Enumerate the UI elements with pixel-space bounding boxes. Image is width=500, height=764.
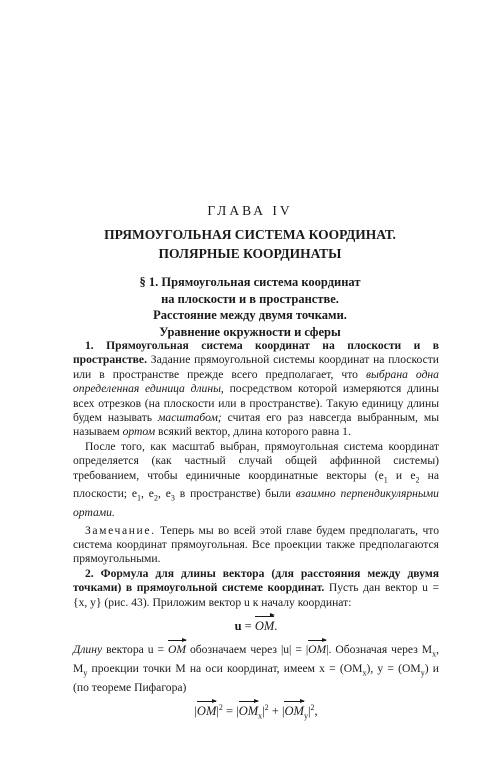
chapter-title-line-1: ПРЯМОУГОЛЬНАЯ СИСТЕМА КООРДИНАТ. bbox=[104, 227, 396, 242]
formula-pythagoras: $|OM|^2 = |OM_x|^2 + |OM_y|^2$, bbox=[194, 703, 318, 721]
paragraph-1: 1. Прямоугольная система координат на плоскости и в пространстве. Задание прямоугольной системы координат на плоскости или в пространстве прежде всего предполагает, что выбрана одна определенная единица длины, посредством которой измеряются длины всех отрезков (на плоскости или в пространстве). Такую единицу длины будем называть масштабом; считая его раз навсегда выбранным, мы называем ортом всякий вектор, длина которого равна 1. bbox=[73, 339, 439, 439]
paragraph-remark: Замечание. Теперь мы во всей этой главе будем предполагать, что система координат прямоугольная. Все проекции также предполагаются прямоугольными. bbox=[73, 523, 439, 566]
paragraph-3: 2. Формула для длины вектора (для расстояния между двумя точками) в прямоугольной системе координат. Пусть дан вектор u = {x, y} (рис. 43). Приложим вектор u к началу координат: bbox=[73, 566, 439, 609]
remark-label: Замечание. bbox=[85, 523, 156, 537]
paragraph-4: Длину вектора u = OM обозначаем через |u| = |OM|. Обозначая через $M_x$, $M_y$ проекции точки M на оси координат, имеем $x = (OM_x)$, $y = (OM_y)$ и (по теореме Пифагора) bbox=[73, 643, 439, 694]
section-line-3: Расстояние между двумя точками. bbox=[153, 308, 347, 322]
chapter-title bbox=[0, 225, 500, 263]
chapter-title-line-2: ПОЛЯРНЫЕ КООРДИНАТЫ bbox=[158, 246, 342, 261]
body-text bbox=[73, 339, 439, 724]
vector-om: OM bbox=[254, 618, 275, 633]
section-line-4: Уравнение окружности и сферы bbox=[159, 324, 341, 339]
section-line-2: на плоскости и в пространстве. bbox=[161, 291, 339, 306]
paragraph-2: После того, как масштаб выбран, прямоугольная система координат определяется (как частный случай общей аффинной системы) требованием, чтобы единичные координатные векторы ($e_1$ и $e_2$ на плоскости; $e_1$, $e_2$, $e_3$ в пространстве) были взаимно перпендикулярными ортами. bbox=[73, 439, 440, 520]
section-heading bbox=[0, 274, 500, 340]
chapter-heading: ГЛАВА IV bbox=[207, 203, 293, 218]
section-line-1: § 1. Прямоугольная система координат bbox=[139, 275, 361, 289]
formula-vector-om: u = OM. bbox=[234, 618, 278, 633]
subsection-heading-2: 2. Формула для длины вектора (для расстояния между двумя точками) в прямоугольной системе координат. bbox=[73, 566, 439, 595]
subsection-heading-1: 1. Прямоугольная система координат на плоскости и в пространстве. bbox=[73, 339, 439, 367]
